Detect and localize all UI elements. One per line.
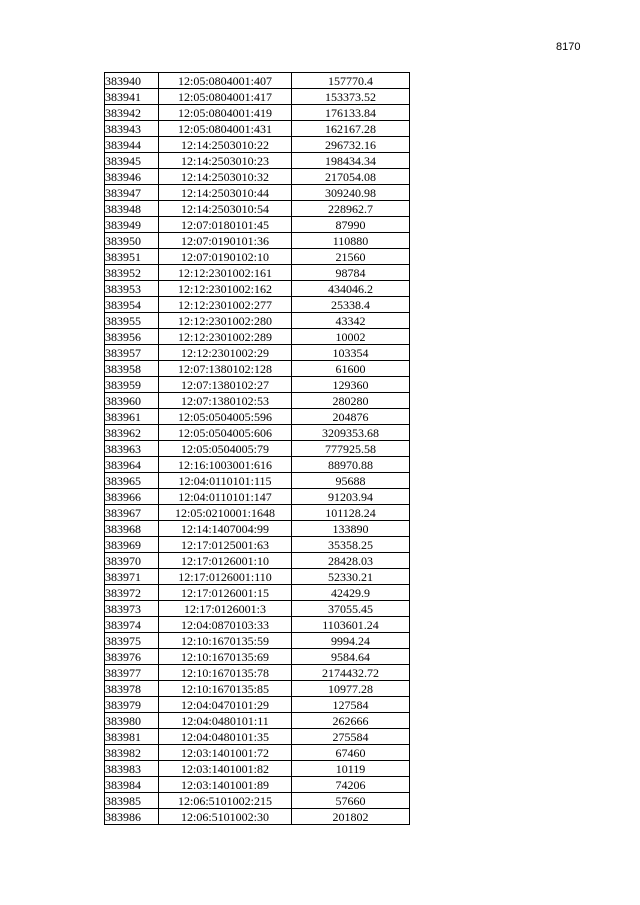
cadastral-number-cell: 12:07:0190102:10 [159, 249, 292, 265]
amount-cell: 37055.45 [292, 601, 410, 617]
cadastral-number-cell: 12:06:5101002:215 [159, 793, 292, 809]
table-row [105, 361, 410, 377]
row-id-cell: 383952 [105, 265, 159, 281]
table-row [105, 89, 410, 105]
amount-cell: 133890 [292, 521, 410, 537]
cadastral-number-cell: 12:10:1670135:78 [159, 665, 292, 681]
table-row [105, 505, 410, 521]
row-id-cell: 383948 [105, 201, 159, 217]
table-row [105, 697, 410, 713]
cadastral-number-cell: 12:14:2503010:23 [159, 153, 292, 169]
row-id-cell: 383963 [105, 441, 159, 457]
table-row [105, 601, 410, 617]
amount-cell: 127584 [292, 697, 410, 713]
cadastral-number-cell: 12:10:1670135:69 [159, 649, 292, 665]
amount-cell: 88970.88 [292, 457, 410, 473]
table-row [105, 729, 410, 745]
table-row [105, 393, 410, 409]
table-row [105, 537, 410, 553]
amount-cell: 228962.7 [292, 201, 410, 217]
table-row [105, 153, 410, 169]
cadastral-number-cell: 12:10:1670135:85 [159, 681, 292, 697]
row-id-cell: 383966 [105, 489, 159, 505]
row-id-cell: 383960 [105, 393, 159, 409]
table-row [105, 713, 410, 729]
cadastral-number-cell: 12:05:0210001:1648 [159, 505, 292, 521]
cadastral-number-cell: 12:04:0110101:115 [159, 473, 292, 489]
table-row [105, 73, 410, 89]
amount-cell: 296732.16 [292, 137, 410, 153]
table-row [105, 121, 410, 137]
row-id-cell: 383977 [105, 665, 159, 681]
row-id-cell: 383940 [105, 73, 159, 89]
table-row [105, 521, 410, 537]
cadastral-number-cell: 12:12:2301002:29 [159, 345, 292, 361]
amount-cell: 153373.52 [292, 89, 410, 105]
row-id-cell: 383983 [105, 761, 159, 777]
row-id-cell: 383969 [105, 537, 159, 553]
table-row [105, 425, 410, 441]
cadastral-number-cell: 12:05:0504005:79 [159, 441, 292, 457]
row-id-cell: 383947 [105, 185, 159, 201]
amount-cell: 57660 [292, 793, 410, 809]
cadastral-number-cell: 12:14:2503010:32 [159, 169, 292, 185]
amount-cell: 9994.24 [292, 633, 410, 649]
cadastral-number-cell: 12:17:0126001:110 [159, 569, 292, 585]
amount-cell: 25338.4 [292, 297, 410, 313]
row-id-cell: 383941 [105, 89, 159, 105]
cadastral-number-cell: 12:12:2301002:277 [159, 297, 292, 313]
amount-cell: 309240.98 [292, 185, 410, 201]
cadastral-number-cell: 12:05:0504005:596 [159, 409, 292, 425]
amount-cell: 95688 [292, 473, 410, 489]
row-id-cell: 383967 [105, 505, 159, 521]
page-number: 8170 [556, 41, 581, 53]
cadastral-number-cell: 12:14:2503010:54 [159, 201, 292, 217]
row-id-cell: 383946 [105, 169, 159, 185]
amount-cell: 201802 [292, 809, 410, 825]
cadastral-number-cell: 12:04:0470101:29 [159, 697, 292, 713]
table-row [105, 681, 410, 697]
table-row [105, 489, 410, 505]
row-id-cell: 383942 [105, 105, 159, 121]
cadastral-number-cell: 12:12:2301002:280 [159, 313, 292, 329]
amount-cell: 777925.58 [292, 441, 410, 457]
row-id-cell: 383957 [105, 345, 159, 361]
row-id-cell: 383976 [105, 649, 159, 665]
cadastral-number-cell: 12:16:1003001:616 [159, 457, 292, 473]
amount-cell: 110880 [292, 233, 410, 249]
table-row [105, 441, 410, 457]
table-row [105, 793, 410, 809]
table-row [105, 633, 410, 649]
row-id-cell: 383978 [105, 681, 159, 697]
amount-cell: 280280 [292, 393, 410, 409]
row-id-cell: 383944 [105, 137, 159, 153]
cadastral-number-cell: 12:17:0125001:63 [159, 537, 292, 553]
amount-cell: 129360 [292, 377, 410, 393]
amount-cell: 103354 [292, 345, 410, 361]
cadastral-number-cell: 12:04:0110101:147 [159, 489, 292, 505]
amount-cell: 28428.03 [292, 553, 410, 569]
table-row [105, 233, 410, 249]
row-id-cell: 383968 [105, 521, 159, 537]
row-id-cell: 383971 [105, 569, 159, 585]
row-id-cell: 383956 [105, 329, 159, 345]
cadastral-number-cell: 12:07:1380102:128 [159, 361, 292, 377]
row-id-cell: 383953 [105, 281, 159, 297]
amount-cell: 275584 [292, 729, 410, 745]
row-id-cell: 383975 [105, 633, 159, 649]
cadastral-number-cell: 12:04:0870103:33 [159, 617, 292, 633]
amount-cell: 2174432.72 [292, 665, 410, 681]
row-id-cell: 383955 [105, 313, 159, 329]
row-id-cell: 383959 [105, 377, 159, 393]
cadastral-number-cell: 12:05:0504005:606 [159, 425, 292, 441]
amount-cell: 198434.34 [292, 153, 410, 169]
amount-cell: 21560 [292, 249, 410, 265]
row-id-cell: 383950 [105, 233, 159, 249]
cadastral-number-cell: 12:17:0126001:15 [159, 585, 292, 601]
cadastral-number-cell: 12:12:2301002:289 [159, 329, 292, 345]
row-id-cell: 383965 [105, 473, 159, 489]
table-row [105, 585, 410, 601]
table-row [105, 281, 410, 297]
amount-cell: 67460 [292, 745, 410, 761]
cadastral-number-cell: 12:03:1401001:72 [159, 745, 292, 761]
cadastral-number-cell: 12:12:2301002:161 [159, 265, 292, 281]
table-row [105, 249, 410, 265]
cadastral-number-cell: 12:05:0804001:417 [159, 89, 292, 105]
table-row [105, 217, 410, 233]
cadastral-number-cell: 12:03:1401001:82 [159, 761, 292, 777]
amount-cell: 1103601.24 [292, 617, 410, 633]
table-row [105, 265, 410, 281]
cadastral-number-cell: 12:07:1380102:53 [159, 393, 292, 409]
table-row [105, 409, 410, 425]
row-id-cell: 383986 [105, 809, 159, 825]
amount-cell: 157770.4 [292, 73, 410, 89]
table-body [105, 73, 410, 825]
table-row [105, 777, 410, 793]
row-id-cell: 383945 [105, 153, 159, 169]
row-id-cell: 383984 [105, 777, 159, 793]
row-id-cell: 383958 [105, 361, 159, 377]
row-id-cell: 383954 [105, 297, 159, 313]
table-row [105, 377, 410, 393]
row-id-cell: 383943 [105, 121, 159, 137]
cadastral-number-cell: 12:10:1670135:59 [159, 633, 292, 649]
table-row [105, 457, 410, 473]
cadastral-number-cell: 12:12:2301002:162 [159, 281, 292, 297]
amount-cell: 262666 [292, 713, 410, 729]
amount-cell: 3209353.68 [292, 425, 410, 441]
table-row [105, 745, 410, 761]
amount-cell: 35358.25 [292, 537, 410, 553]
cadastral-number-cell: 12:07:1380102:27 [159, 377, 292, 393]
cadastral-number-cell: 12:04:0480101:11 [159, 713, 292, 729]
amount-cell: 434046.2 [292, 281, 410, 297]
cadastral-number-cell: 12:17:0126001:3 [159, 601, 292, 617]
amount-cell: 52330.21 [292, 569, 410, 585]
table-row [105, 313, 410, 329]
cadastral-number-cell: 12:14:1407004:99 [159, 521, 292, 537]
table-row [105, 169, 410, 185]
table-row [105, 329, 410, 345]
row-id-cell: 383973 [105, 601, 159, 617]
amount-cell: 43342 [292, 313, 410, 329]
amount-cell: 98784 [292, 265, 410, 281]
row-id-cell: 383982 [105, 745, 159, 761]
row-id-cell: 383961 [105, 409, 159, 425]
amount-cell: 101128.24 [292, 505, 410, 521]
table-row [105, 809, 410, 825]
table-row [105, 649, 410, 665]
table-row [105, 185, 410, 201]
row-id-cell: 383985 [105, 793, 159, 809]
table-row [105, 665, 410, 681]
row-id-cell: 383962 [105, 425, 159, 441]
amount-cell: 162167.28 [292, 121, 410, 137]
amount-cell: 204876 [292, 409, 410, 425]
table-row [105, 105, 410, 121]
table-row [105, 137, 410, 153]
table-row [105, 569, 410, 585]
data-table [104, 72, 410, 825]
cadastral-number-cell: 12:07:0180101:45 [159, 217, 292, 233]
row-id-cell: 383979 [105, 697, 159, 713]
cadastral-number-cell: 12:14:2503010:22 [159, 137, 292, 153]
table-row [105, 297, 410, 313]
row-id-cell: 383949 [105, 217, 159, 233]
cadastral-number-cell: 12:05:0804001:431 [159, 121, 292, 137]
table-row [105, 345, 410, 361]
amount-cell: 61600 [292, 361, 410, 377]
row-id-cell: 383951 [105, 249, 159, 265]
cadastral-number-cell: 12:04:0480101:35 [159, 729, 292, 745]
amount-cell: 217054.08 [292, 169, 410, 185]
amount-cell: 10002 [292, 329, 410, 345]
row-id-cell: 383981 [105, 729, 159, 745]
amount-cell: 10119 [292, 761, 410, 777]
table-row [105, 761, 410, 777]
row-id-cell: 383974 [105, 617, 159, 633]
amount-cell: 74206 [292, 777, 410, 793]
row-id-cell: 383980 [105, 713, 159, 729]
cadastral-number-cell: 12:05:0804001:407 [159, 73, 292, 89]
cadastral-number-cell: 12:07:0190101:36 [159, 233, 292, 249]
cadastral-number-cell: 12:14:2503010:44 [159, 185, 292, 201]
amount-cell: 9584.64 [292, 649, 410, 665]
row-id-cell: 383970 [105, 553, 159, 569]
amount-cell: 42429.9 [292, 585, 410, 601]
table-row [105, 473, 410, 489]
amount-cell: 176133.84 [292, 105, 410, 121]
row-id-cell: 383972 [105, 585, 159, 601]
table-row [105, 553, 410, 569]
amount-cell: 91203.94 [292, 489, 410, 505]
cadastral-number-cell: 12:03:1401001:89 [159, 777, 292, 793]
row-id-cell: 383964 [105, 457, 159, 473]
table-row [105, 617, 410, 633]
cadastral-number-cell: 12:17:0126001:10 [159, 553, 292, 569]
amount-cell: 10977.28 [292, 681, 410, 697]
table-row [105, 201, 410, 217]
cadastral-number-cell: 12:05:0804001:419 [159, 105, 292, 121]
amount-cell: 87990 [292, 217, 410, 233]
cadastral-number-cell: 12:06:5101002:30 [159, 809, 292, 825]
